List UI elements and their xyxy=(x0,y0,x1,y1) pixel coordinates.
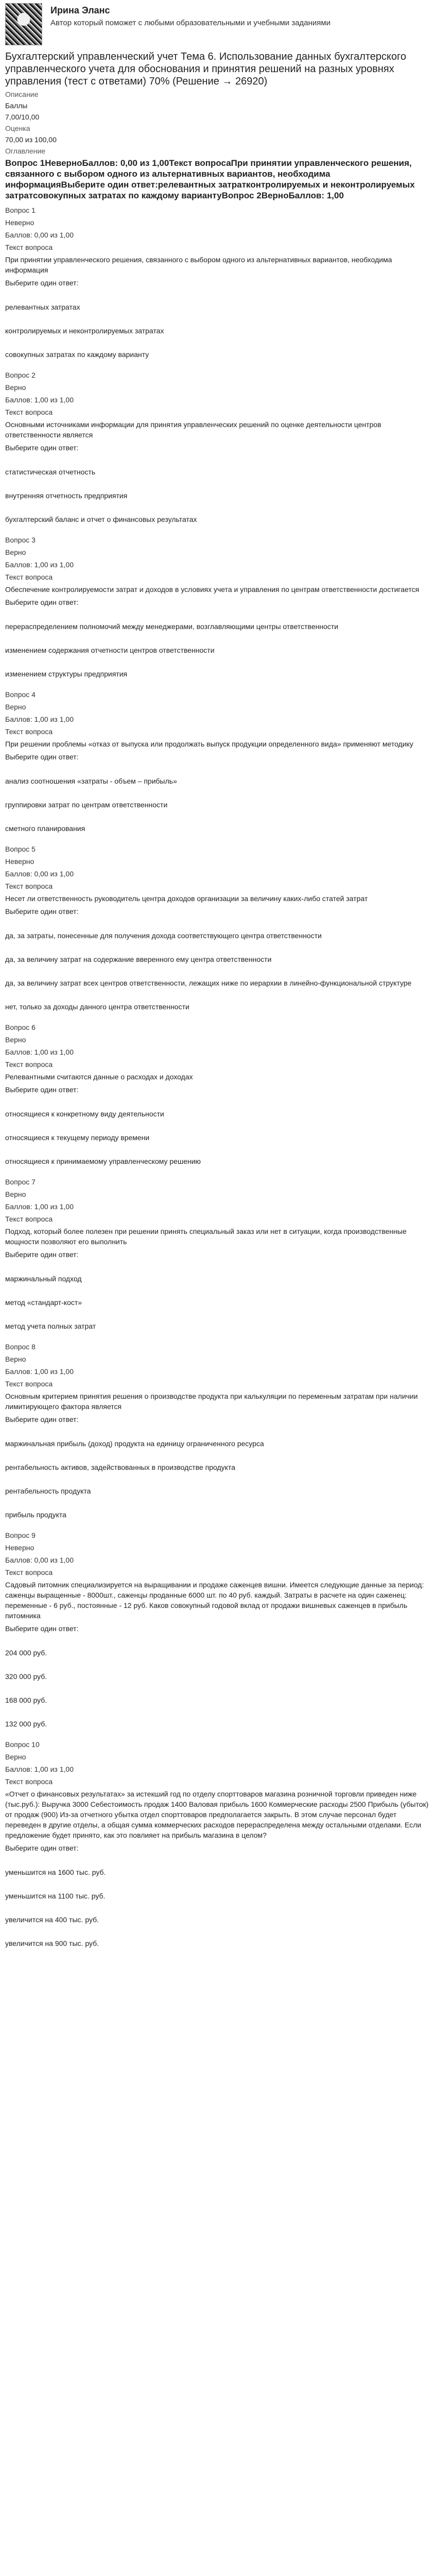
summary-value: 7,00/10,00 xyxy=(5,113,40,121)
question-status: Верно xyxy=(5,703,26,711)
question-number: Вопрос 5 xyxy=(5,845,36,853)
question-text: Подход, который более полезен при решении принять специальный заказ или нет в ситуации, когда производственные мощности позволяют его выполнить xyxy=(5,1227,407,1246)
answer-option[interactable]: увеличится на 400 тыс. руб. xyxy=(5,1916,99,1924)
choose-one-label: Выберите один ответ: xyxy=(5,1624,79,1633)
question-status: Неверно xyxy=(5,218,34,227)
question-score: Баллов: 1,00 из 1,00 xyxy=(5,715,74,723)
question-number: Вопрос 4 xyxy=(5,690,36,699)
question-text: При принятии управленческого решения, связанного с выбором одного из альтернативных вариантов, необходима информация xyxy=(5,256,392,274)
answer-option[interactable]: 320 000 руб. xyxy=(5,1672,47,1681)
choose-one-label: Выберите один ответ: xyxy=(5,907,79,916)
question-score: Баллов: 0,00 из 1,00 xyxy=(5,231,74,239)
question-score: Баллов: 0,00 из 1,00 xyxy=(5,1556,74,1564)
question-score: Баллов: 1,00 из 1,00 xyxy=(5,1048,74,1056)
answer-option[interactable]: да, за величину затрат на содержание вверенного ему центра ответственности xyxy=(5,955,272,963)
question-text-label: Текст вопроса xyxy=(5,1215,53,1223)
question-score: Баллов: 1,00 из 1,00 xyxy=(5,1202,74,1211)
answer-option[interactable]: внутренняя отчетность предприятия xyxy=(5,492,128,500)
answer-option[interactable]: увеличится на 900 тыс. руб. xyxy=(5,1939,99,1947)
author-name[interactable]: Ирина Эланс xyxy=(50,5,110,15)
answer-option[interactable]: прибыль продукта xyxy=(5,1511,66,1519)
question-number: Вопрос 3 xyxy=(5,536,36,544)
answer-option[interactable]: уменьшится на 1600 тыс. руб. xyxy=(5,1868,106,1876)
choose-one-label: Выберите один ответ: xyxy=(5,753,79,761)
question-spacer xyxy=(5,1331,431,1338)
question-score: Баллов: 1,00 из 1,00 xyxy=(5,561,74,569)
answer-option[interactable]: группировки затрат по центрам ответственности xyxy=(5,801,168,809)
question-spacer xyxy=(5,834,431,841)
question-spacer xyxy=(5,1012,431,1019)
question-status: Верно xyxy=(5,1036,26,1044)
question-text-label: Текст вопроса xyxy=(5,727,53,736)
question-status: Неверно xyxy=(5,1544,34,1552)
feedback-summary: Вопрос 1НеверноБаллов: 0,00 из 1,00Текст вопросаПри принятии управленческого решения, связанного с выбором одного из альтернативных вариантов, необходима информацияВыберите один ответ:релевантных затратконтролируемых и неконтролируемых затратсовокупных затратах по каждому вариантуВопрос 2ВерноБаллов: 1,00 xyxy=(5,158,415,200)
answer-option[interactable]: сметного планирования xyxy=(5,824,85,833)
question-text: Несет ли ответственность руководитель центра доходов организации за величину каких-либо статей затрат xyxy=(5,894,368,903)
question-text-label: Текст вопроса xyxy=(5,408,53,416)
question-text: Релевантными считаются данные о расходах и доходах xyxy=(5,1073,193,1081)
question-status: Верно xyxy=(5,383,26,392)
question-status: Верно xyxy=(5,1190,26,1198)
answer-option[interactable]: относящиеся к принимаемому управленческому решению xyxy=(5,1157,201,1165)
question-score: Баллов: 1,00 из 1,00 xyxy=(5,1765,74,1773)
answer-option[interactable]: бухгалтерский баланс и отчет о финансовых результатах xyxy=(5,515,197,523)
answer-option[interactable]: уменьшится на 1100 тыс. руб. xyxy=(5,1892,106,1900)
answer-option[interactable]: рентабельность активов, задействованных в производстве продукта xyxy=(5,1463,235,1471)
question-text-label: Текст вопроса xyxy=(5,573,53,581)
answer-option[interactable]: да, за затраты, понесенные для получения дохода соответствующего центра ответственности xyxy=(5,931,322,940)
answer-option[interactable]: рентабельность продукта xyxy=(5,1487,91,1495)
choose-one-label: Выберите один ответ: xyxy=(5,1415,79,1423)
question-spacer xyxy=(5,1729,431,1736)
answer-option[interactable]: 204 000 руб. xyxy=(5,1649,47,1657)
answer-option[interactable]: перераспределением полномочий между менеджерами, возглавляющими центры ответственности xyxy=(5,622,339,631)
question-score: Баллов: 1,00 из 1,00 xyxy=(5,396,74,404)
choose-one-label: Выберите один ответ: xyxy=(5,1250,79,1259)
question-number: Вопрос 2 xyxy=(5,371,36,379)
answer-option[interactable]: 132 000 руб. xyxy=(5,1720,47,1728)
choose-one-label: Выберите один ответ: xyxy=(5,444,79,452)
answer-option[interactable]: 168 000 руб. xyxy=(5,1696,47,1704)
question-status: Верно xyxy=(5,548,26,556)
page-title: Бухгалтерский управленческий учет Тема 6. Использование данных бухгалтерского управленческого учета для обоснования и принятия решений на разных уровнях управления (тест с ответами) 70% (Решение → 26920) xyxy=(5,51,407,87)
question-block xyxy=(5,1341,431,1527)
question-spacer xyxy=(5,1520,431,1527)
question-block xyxy=(5,843,431,1019)
answer-option[interactable]: релевантных затратах xyxy=(5,303,80,311)
question-spacer xyxy=(5,679,431,686)
question-status: Верно xyxy=(5,1753,26,1761)
question-number: Вопрос 1 xyxy=(5,206,36,214)
question-text: Обеспечение контролируемости затрат и доходов в условиях учета и управления по центрам ответственности достигается xyxy=(5,585,420,594)
answer-option[interactable]: маржинальная прибыль (доход) продукта на единицу ограниченного ресурса xyxy=(5,1439,264,1448)
author-card xyxy=(5,3,431,50)
question-block xyxy=(5,369,431,532)
question-score: Баллов: 0,00 из 1,00 xyxy=(5,870,74,878)
question-block xyxy=(5,1738,431,1956)
question-block xyxy=(5,1176,431,1338)
question-text: Основными источниками информации для принятия управленческих решений по оценке деятельности центров ответственности является xyxy=(5,420,381,439)
question-spacer xyxy=(5,524,431,532)
question-status: Верно xyxy=(5,1355,26,1363)
question-score: Баллов: 1,00 из 1,00 xyxy=(5,1367,74,1376)
answer-option[interactable]: совокупных затратах по каждому варианту xyxy=(5,350,149,359)
author-description: Автор который поможет с любыми образовательными и учебными заданиями xyxy=(50,19,331,27)
question-text-label: Текст вопроса xyxy=(5,243,53,251)
choose-one-label: Выберите один ответ: xyxy=(5,279,79,287)
question-text-label: Текст вопроса xyxy=(5,882,53,890)
question-number: Вопрос 7 xyxy=(5,1178,36,1186)
question-number: Вопрос 9 xyxy=(5,1531,36,1539)
question-block xyxy=(5,204,431,367)
answer-option[interactable]: контролируемых и неконтролируемых затратах xyxy=(5,327,164,335)
question-text: Основным критерием принятия решения о производстве продукта при калькуляции по переменным затратам при наличии лимитирующего фактора является xyxy=(5,1392,418,1411)
question-text: При решении проблемы «отказ от выпуска или продолжать выпуск продукции определенного вида» применяют методику xyxy=(5,740,413,748)
question-number: Вопрос 8 xyxy=(5,1343,36,1351)
answer-option[interactable]: статистическая отчетность xyxy=(5,468,96,476)
question-text-label: Текст вопроса xyxy=(5,1777,53,1786)
questions-list xyxy=(5,204,431,1956)
author-info xyxy=(50,3,330,28)
answer-option[interactable]: анализ соотношения «затраты - объем – прибыль» xyxy=(5,777,177,785)
question-spacer xyxy=(5,360,431,367)
summary-value: Баллы xyxy=(5,101,28,110)
choose-one-label: Выберите один ответ: xyxy=(5,1844,79,1852)
question-text-label: Текст вопроса xyxy=(5,1060,53,1069)
question-text: «Отчет о финансовых результатах» за истекший год по отделу спорттоваров магазина розничной торговли приведен ниже (тыс.руб.): Выручка 3000 Себестоимость продаж 1400 Валовая прибыль 1600 Коммерческие расходы 2500 Прибыль (убыток) от продаж (900) Из-за отчетного убытка отдел спорттоваров предполагается закрыть. В этом случае персонал будет переведен в другие отделы, а общая сумма коммерческих расходов перераспределена между остальными отделами. Если предложение будет принято, как это повлияет на прибыль магазина в целом? xyxy=(5,1790,429,1839)
question-spacer xyxy=(5,1166,431,1174)
question-text-label: Текст вопроса xyxy=(5,1380,53,1388)
avatar[interactable] xyxy=(5,3,42,45)
question-number: Вопрос 10 xyxy=(5,1740,40,1749)
choose-one-label: Выберите один ответ: xyxy=(5,1086,79,1094)
question-status: Неверно xyxy=(5,857,34,866)
choose-one-label: Выберите один ответ: xyxy=(5,598,79,606)
answer-option[interactable]: относящиеся к конкретному виду деятельности xyxy=(5,1110,164,1118)
question-block xyxy=(5,534,431,686)
question-block xyxy=(5,1529,431,1736)
answer-option[interactable]: изменением содержания отчетности центров ответственности xyxy=(5,646,215,654)
summary-label: Оглавление xyxy=(5,147,46,155)
answer-option[interactable]: нет, только за доходы данного центра ответственности xyxy=(5,1003,189,1011)
answer-option[interactable]: метод учета полных затрат xyxy=(5,1322,96,1330)
summary-value: 70,00 из 100,00 xyxy=(5,135,57,144)
summary-label: Описание xyxy=(5,90,39,98)
answer-option[interactable]: относящиеся к текущему периоду времени xyxy=(5,1133,150,1142)
question-block xyxy=(5,688,431,841)
answer-option[interactable]: маржинальный подход xyxy=(5,1275,82,1283)
question-text-label: Текст вопроса xyxy=(5,1568,53,1577)
question-spacer xyxy=(5,1948,431,1956)
question-text: Садовый питомник специализируется на выращивании и продаже саженцев вишни. Имеется следующие данные за период: саженцы выращенные - 8000шт., саженцы проданные 6000 шт. по 40 руб. каждый. Затраты в расчете на один саженец: переменные - 6 руб., постоянные - 12 руб. Каков совокупный годовой вклад от продажи вишневых саженцев в прибыль питомника xyxy=(5,1581,424,1620)
question-number: Вопрос 6 xyxy=(5,1023,36,1031)
question-block xyxy=(5,1021,431,1174)
answer-option[interactable]: да, за величину затрат всех центров ответственности, лежащих ниже по иерархии в линейно-функциональной структуре xyxy=(5,979,412,987)
answer-option[interactable]: изменением структуры предприятия xyxy=(5,670,128,678)
answer-option[interactable]: метод «стандарт-кост» xyxy=(5,1298,82,1307)
summary xyxy=(5,89,431,157)
summary-label: Оценка xyxy=(5,124,30,132)
